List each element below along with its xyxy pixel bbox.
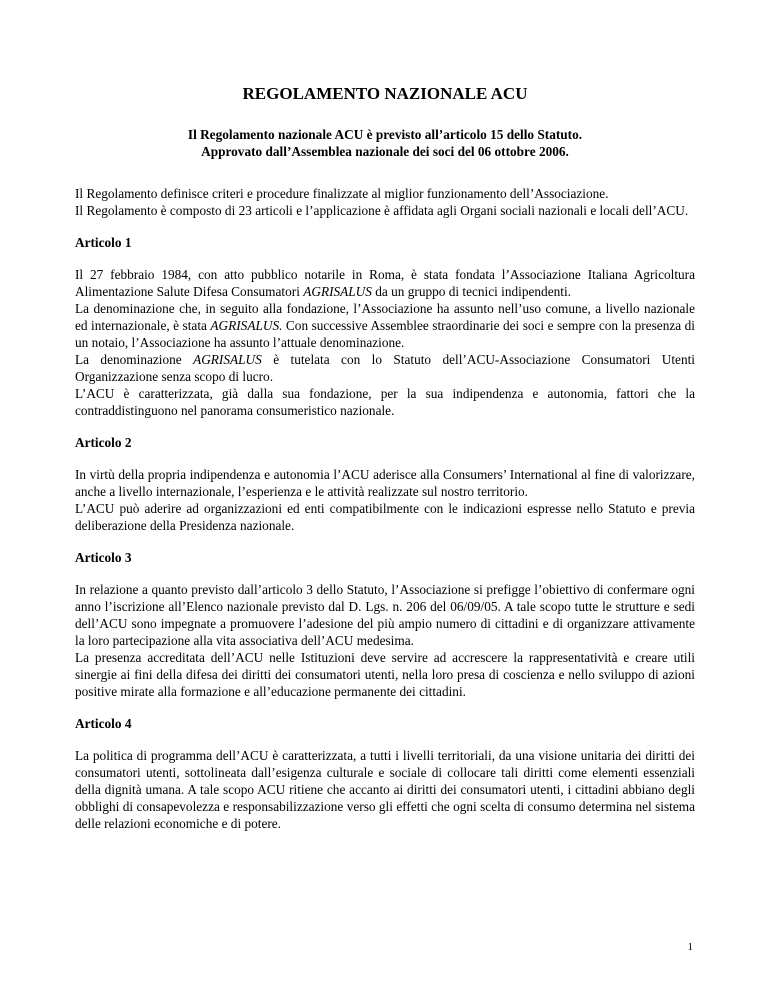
- article-paragraph: La politica di programma dell’ACU è caratterizzata, a tutti i livelli territoriali, da una visione unitaria dei diritti dei consumatori utenti, sottolineata dall’esigenza culturale e sociale di collocare tali diritti come elementi essenziali della dignità umana. A tale scopo ACU ritiene che accanto ai diritti dei consumatori utenti, i cittadini abbiano degli obblighi di consapevolezza e responsabilizzazione verso gli effetti che ogni scelta di consumo determina nel sistema delle relazioni economiche e di potere.: [75, 748, 695, 831]
- article-paragraph: In virtù della propria indipendenza e autonomia l’ACU aderisce alla Consumers’ International al fine di valorizzare, anche a livello internazionale, l’esperienza e le attività realizzate sul nostro territorio.: [75, 467, 695, 499]
- text-span: Con successive Assemblee straordinarie dei soci e sempre con la presenza di un notaio, l’Associazione ha assunto l’attuale denominazione.: [75, 318, 695, 350]
- subtitle-line: Il Regolamento nazionale ACU è previsto all’articolo 15 dello Statuto.: [187, 127, 583, 142]
- document-title: REGOLAMENTO NAZIONALE ACU: [242, 84, 528, 103]
- article-2-heading: Articolo 2: [75, 435, 132, 450]
- article-paragraph: [75, 300, 695, 351]
- article-1-heading: Articolo 1: [75, 235, 132, 250]
- article-4-heading: Articolo 4: [75, 716, 132, 731]
- document-subtitle: [75, 126, 695, 160]
- article-paragraph: In relazione a quanto previsto dall’articolo 3 dello Statuto, l’Associazione si prefigge l’obiettivo di confermare ogni anno l’iscrizione all’Elenco nazionale previsto dal D. Lgs. n. 206 del 06/09/05. A tale scopo tutte le strutture e sedi dell’ACU sono impegnate a promuovere l’adesione del più ampio numero di cittadini e di organizzare attivamente la loro partecipazione alla vita associativa dell’ACU medesima.: [75, 582, 695, 648]
- article-paragraph: La presenza accreditata dell’ACU nelle Istituzioni deve servire ad accrescere la rappresentatività e creare utili sinergie ai fini della difesa dei diritti dei consumatori utenti, nella loro presa di coscienza e nello sviluppo di azioni positive mirate alla formazione e all’educazione permanente dei cittadini.: [75, 650, 695, 699]
- intro-paragraph: Il Regolamento definisce criteri e procedure finalizzate al miglior funzionamento dell’Associazione.: [75, 186, 609, 201]
- italic-name: AGRISALUS: [303, 284, 372, 299]
- text-span: La denominazione: [75, 352, 194, 367]
- page-number: 1: [687, 941, 693, 953]
- article-paragraph: L’ACU può aderire ad organizzazioni ed enti compatibilmente con le indicazioni espresse nello Statuto e previa deliberazione della Presidenza nazionale.: [75, 501, 695, 533]
- article-paragraph: L’ACU è caratterizzata, già dalla sua fondazione, per la sua indipendenza e autonomia, fattori che la contraddistinguono nel panorama consumeristico nazionale.: [75, 386, 695, 418]
- document-page: [75, 84, 695, 847]
- italic-name: AGRISALUS.: [210, 318, 283, 333]
- article-3-body: [75, 581, 695, 700]
- subtitle-line: Approvato dall’Assemblea nazionale dei soci del 06 ottobre 2006.: [201, 144, 569, 159]
- article-paragraph: [75, 266, 695, 300]
- article-2-body: [75, 466, 695, 534]
- article-paragraph: [75, 351, 695, 385]
- italic-name: AGRISALUS: [193, 352, 262, 367]
- intro-section: [75, 185, 695, 219]
- article-1-body: [75, 266, 695, 419]
- text-span: La denominazione che, in seguito alla fondazione, l’Associazione ha assunto nell’uso comune, a livello nazionale ed internazionale, è stata: [75, 301, 695, 333]
- text-span: è tutelata con lo Statuto dell’ACU-Associazione Consumatori Utenti Organizzazione senza scopo di lucro.: [75, 352, 695, 384]
- intro-paragraph: Il Regolamento è composto di 23 articoli e l’applicazione è affidata agli Organi sociali nazionali e locali dell’ACU.: [75, 203, 689, 218]
- article-3-heading: Articolo 3: [75, 550, 132, 565]
- text-span: Il 27 febbraio 1984, con atto pubblico notarile in Roma, è stata fondata l’Associazione Italiana Agricoltura Alimentazione Salute Difesa Consumatori: [75, 267, 695, 299]
- article-4-body: [75, 747, 695, 832]
- text-span: da un gruppo di tecnici indipendenti.: [371, 284, 571, 299]
